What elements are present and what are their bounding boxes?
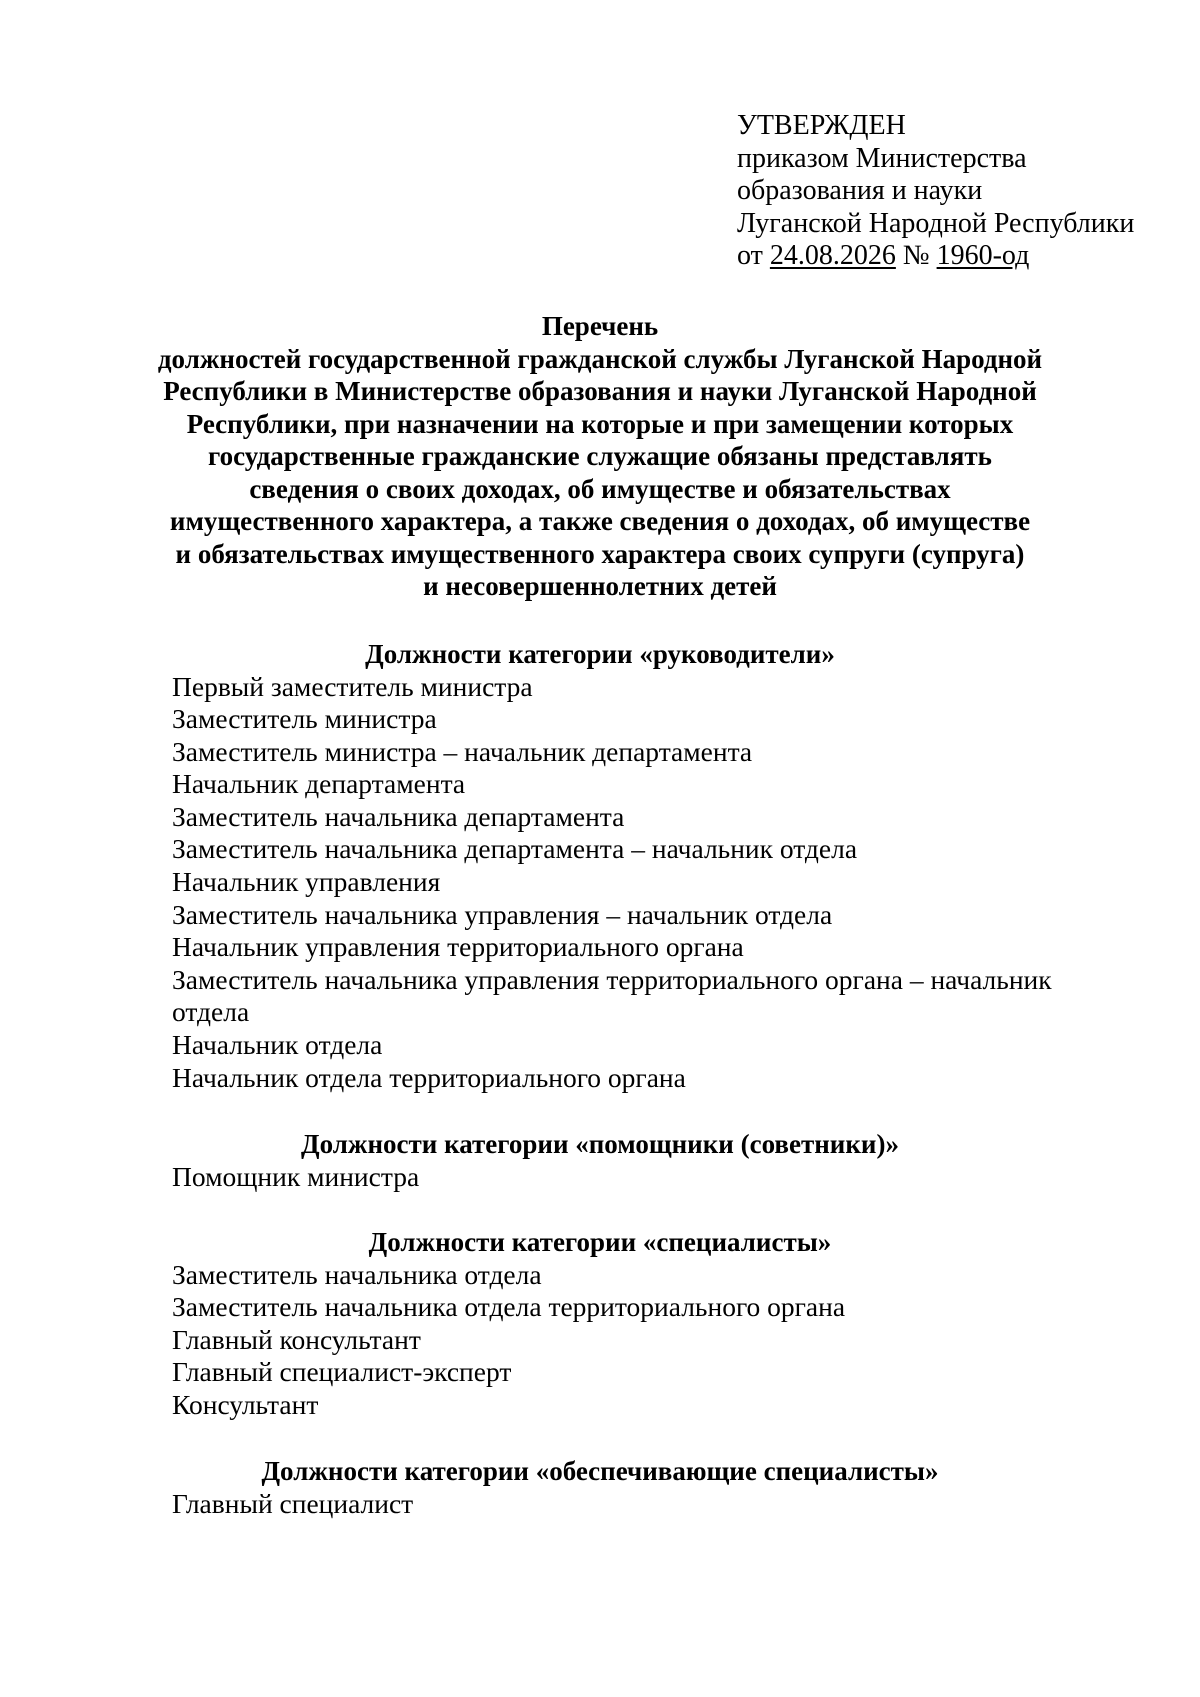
title-line: и обязательствах имущественного характера своих супруги (супруга) <box>175 538 1025 569</box>
position-list <box>172 671 1102 1095</box>
document-title <box>140 310 1060 603</box>
list-item: Главный специалист <box>172 1487 414 1519</box>
approval-line-3: Луганской Народной Республики <box>737 207 1135 239</box>
approval-stamp-block <box>737 110 1177 273</box>
list-item: Заместитель начальника департамента – начальник отдела <box>172 833 858 865</box>
order-date: 24.08.2026 <box>769 240 896 271</box>
list-item: отдела <box>172 996 250 1028</box>
list-item: Заместитель начальника управления территориального органа – начальник <box>172 963 1052 995</box>
order-number-sign: № <box>895 240 937 271</box>
list-item: Главный консультант <box>172 1323 421 1355</box>
position-list <box>172 1161 1102 1194</box>
approval-line-2: образования и науки <box>737 175 983 206</box>
title-line: Республики в Министерстве образования и науки Луганской Народной <box>163 376 1037 406</box>
title-line: и несовершеннолетних детей <box>423 571 777 601</box>
title-line: Республики, при назначении на которые и при замещении которых <box>186 408 1014 439</box>
list-item: Заместитель начальника отдела территориального органа <box>172 1291 846 1323</box>
title-heading: Перечень <box>541 311 659 341</box>
approval-line-1: приказом Министерства <box>737 142 1027 174</box>
section-heading: Должности категории «специалисты» <box>368 1227 832 1257</box>
section-support-specialists <box>172 1455 1102 1520</box>
list-item: Заместитель начальника управления – начальник отдела <box>172 898 833 930</box>
title-line: имущественного характера, а также сведения о доходах, об имуществе <box>169 506 1031 536</box>
approval-status: УТВЕРЖДЕН <box>737 110 906 141</box>
list-item: Заместитель начальника департамента <box>172 800 625 832</box>
list-item: Начальник отдела территориального органа <box>172 1061 686 1093</box>
list-item: Главный специалист-эксперт <box>172 1356 512 1388</box>
order-number: 1960-од <box>936 240 1030 271</box>
list-item: Начальник отдела <box>172 1029 383 1061</box>
order-prefix: от <box>737 240 770 271</box>
section-heading: Должности категории «обеспечивающие специалисты» <box>261 1456 939 1486</box>
list-item: Помощник министра <box>172 1160 420 1192</box>
title-line: сведения о своих доходах, об имуществе и обязательствах <box>249 473 951 504</box>
position-list <box>172 1259 1102 1422</box>
section-specialists <box>172 1226 1102 1421</box>
list-item: Заместитель начальника отдела <box>172 1258 542 1290</box>
list-item: Начальник управления территориального органа <box>172 931 744 963</box>
list-item: Консультант <box>172 1388 319 1420</box>
title-line: должностей государственной гражданской службы Луганской Народной <box>157 343 1043 374</box>
list-item: Заместитель министра <box>172 703 437 735</box>
section-heading: Должности категории «руководители» <box>365 639 835 669</box>
position-list <box>172 1488 1102 1521</box>
title-line: государственные гражданские служащие обязаны представлять <box>208 441 992 471</box>
section-assistants <box>172 1128 1102 1193</box>
approval-order-line <box>737 240 1177 273</box>
section-heading: Должности категории «помощники (советники)» <box>301 1129 899 1159</box>
list-item: Первый заместитель министра <box>172 670 533 702</box>
list-item: Заместитель министра – начальник департамента <box>172 735 753 767</box>
list-item: Начальник управления <box>172 866 441 898</box>
section-managers <box>172 638 1102 1094</box>
list-item: Начальник департамента <box>172 768 466 800</box>
